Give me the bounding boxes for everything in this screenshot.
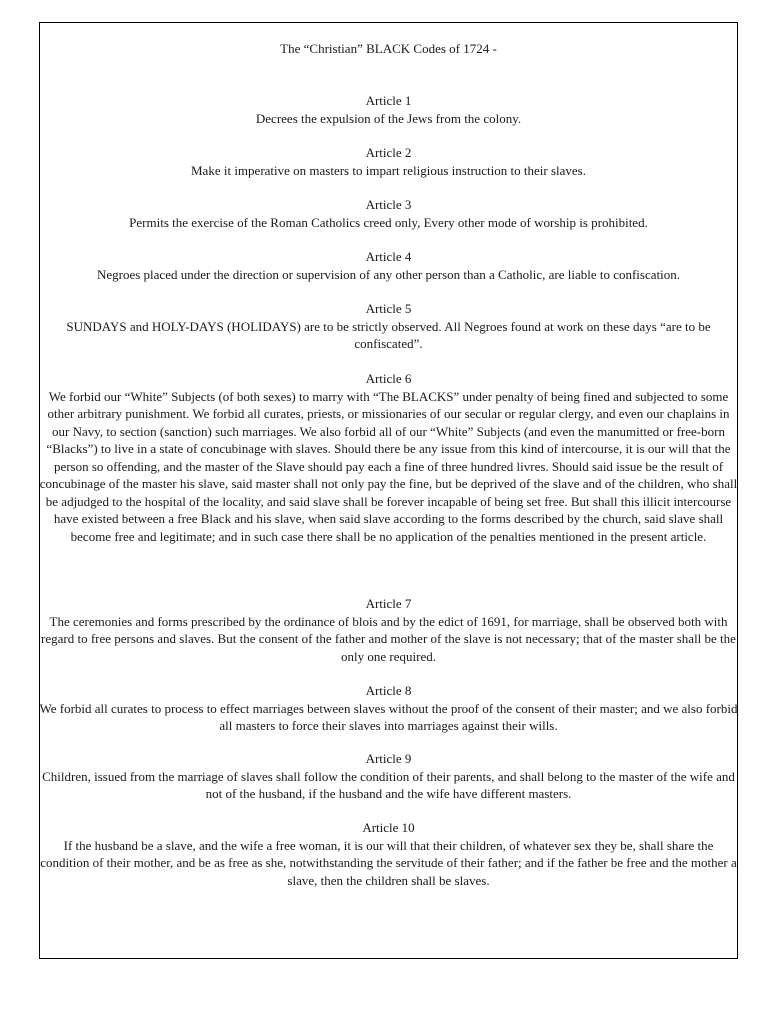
article-heading: Article 4	[365, 249, 412, 264]
article-heading: Article 3	[365, 197, 412, 212]
article-10	[38, 819, 739, 889]
article-6	[38, 370, 739, 545]
article-text: We forbid our “White” Subjects (of both sexes) to marry with “The BLACKS” under penalty of being fined and subjected to some other arbitrary punishment. We forbid all curates, priests, or missionaries of our secular or regular clergy, and even our chaplains in our Navy, to section (sanction) such marriages. We also forbid all of our “White” Subjects (and even the manumitted or free-born “Blacks”) to live in a state of concubinage with slaves. Should there be any issue from this kind of intercourse, it is our will that the person so offending, and the master of the Slave should pay each a fine of three hundred livres. Should said issue be the result of concubinage of the master his slave, said master shall not only pay the fine, but be deprived of the slave and of the children, who shall be adjudged to the hospital of the locality, and said slave shall be forever incapable of being set free. But shall this illicit intercourse have existed between a free Black and his slave, when said slave according to the forms described by the church, said slave shall become free and legitimate; and in such case there shall be no application of the penalties mentioned in the present article.	[39, 388, 738, 544]
article-text: We forbid all curates to process to effect marriages between slaves without the proof of the consent of their master; and we also forbid all masters to force their slaves into marriages against their wills.	[39, 700, 738, 733]
article-text: The ceremonies and forms prescribed by the ordinance of blois and by the edict of 1691, for marriage, shall be observed both with regard to free persons and slaves. But the consent of the father and mother of the slave is not necessary; that of the master shall be the only one required.	[41, 613, 736, 664]
document-title: The “Christian” BLACK Codes of 1724 -	[280, 41, 497, 56]
article-1	[38, 92, 739, 127]
article-text: Permits the exercise of the Roman Catholics creed only, Every other mode of worship is prohibited.	[129, 214, 648, 230]
article-heading: Article 6	[365, 371, 412, 386]
article-5	[38, 300, 739, 353]
article-2	[38, 144, 739, 179]
article-heading: Article 9	[365, 751, 412, 766]
article-9	[38, 750, 739, 803]
article-7	[38, 595, 739, 665]
document-page	[39, 22, 738, 959]
article-text: Decrees the expulsion of the Jews from the colony.	[255, 110, 522, 126]
article-text: Children, issued from the marriage of slaves shall follow the condition of their parents, and shall belong to the master of the wife and not of the husband, if the husband and the wife have different masters.	[42, 768, 735, 801]
article-text: If the husband be a slave, and the wife a free woman, it is our will that their children, of whatever sex they be, shall share the condition of their mother, and be as free as she, notwithstanding the servitude of their father; and if the father be free and the mother a slave, then the children shall be slaves.	[40, 837, 737, 888]
article-heading: Article 2	[365, 145, 412, 160]
article-heading: Article 8	[365, 683, 412, 698]
article-text: Make it imperative on masters to impart religious instruction to their slaves.	[191, 162, 586, 178]
article-heading: Article 1	[365, 93, 412, 108]
article-text: SUNDAYS and HOLY-DAYS (HOLIDAYS) are to be strictly observed. All Negroes found at work on these days “are to be confiscated”.	[66, 318, 711, 351]
article-8	[38, 682, 739, 735]
article-text: Negroes placed under the direction or supervision of any other person than a Catholic, are liable to confiscation.	[96, 266, 680, 282]
article-4	[38, 248, 739, 283]
article-3	[38, 196, 739, 231]
article-heading: Article 10	[362, 820, 415, 835]
article-heading: Article 5	[365, 301, 412, 316]
article-heading: Article 7	[365, 596, 412, 611]
